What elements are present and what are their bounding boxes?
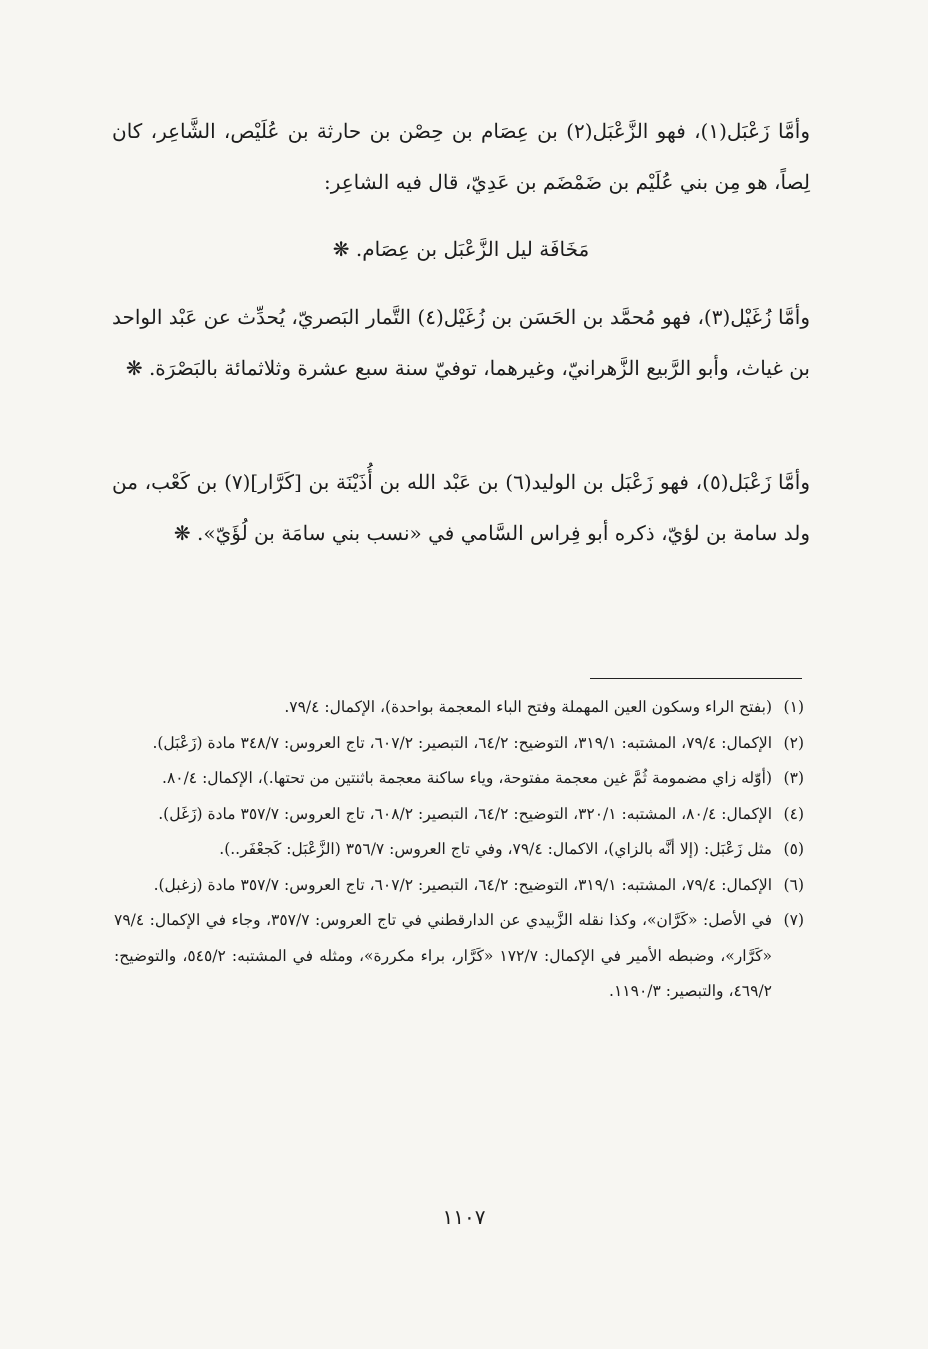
footnote-text: الإكمال: ٧٩/٤، المشتبه: ٣١٩/١، التوضيح: ٦٤/٢، التبصير: ٦٠٧/٢، تاج العروس: ٣٤٨/٧ مادة (زَعْبَل). xyxy=(152,733,772,752)
footnote-7 xyxy=(114,903,804,1010)
footnote-text: (بفتح الراء وسكون العين المهملة وفتح الباء المعجمة بواحدة)، الإكمال: ٧٩/٤. xyxy=(284,698,772,716)
footnote-6 xyxy=(114,868,804,904)
footnote-3 xyxy=(114,761,804,797)
footnote-number: (٥) xyxy=(783,840,804,858)
footnote-number: (٧) xyxy=(783,911,804,929)
footnote-5 xyxy=(114,832,804,868)
page-number: ١١٠٧ xyxy=(442,1205,486,1229)
footnote-1 xyxy=(114,690,804,726)
footnote-text: مثل زَعْبَل: (إلا أنَّه بالزاي)، الاكمال: ٧٩/٤، وفي تاج العروس: ٣٥٦/٧ (الزَّعْبَل: كَجعْفَر..). xyxy=(219,840,772,858)
entry-zabal-ibn-walid: وأمَّا زَعْبَل(٥)، فهو زَعْبَل بن الوليد(٦) بن عَبْد الله بن أُذَيْنَة بن [كَرَّار](٧) بن كَعْب، من ولد سامة بن لؤيّ، ذكره أبو فِراس السَّامي في «نسب بني سامَة بن لُؤَيّ». ❋ xyxy=(112,470,810,545)
footnote-text: (أوّله زاي مضمومة ثُمَّ غين معجمة مفتوحة، وياء ساكنة معجمة باثنتين من تحتها.)، الإكمال: ٨٠/٤. xyxy=(162,769,772,787)
entry-zughayl: وأمَّا زُغَيْل(٣)، فهو مُحمَّد بن الحَسَن بن زُغَيْل(٤) التَّمار البَصريّ، يُحدِّث عن عَبْد الواحد بن غياث، وأبو الرَّبيع الزَّهرانيّ، وغيرهما، توفيّ سنة سبع عشرة وثلاثمائة بالبَصْرَة. ❋ xyxy=(112,305,810,380)
footnote-text: الإكمال: ٨٠/٤، المشتبه: ٣٢٠/١، التوضيح: ٦٤/٢، التبصير: ٦٠٨/٢، تاج العروس: ٣٥٧/٧ مادة (زَغَل). xyxy=(158,804,772,823)
footnote-number: (٤) xyxy=(783,804,804,823)
poem-verse: مَخَافَة ليل الزَّعْبَل بن عِصَام. ❋ xyxy=(332,237,590,261)
footnote-number: (١) xyxy=(783,698,804,716)
entry-zabal: وأمَّا زَعْبَل(١)، فهو الزَّعْبَل(٢) بن عِصَام بن حِصْن بن حارثة بن عُلَيْص، الشَّاعِر، كان لِصاً، هو مِن بني عُلَيْم بن ضَمْضَم بن عَدِيّ، قال فيه الشاعِر: xyxy=(112,119,810,194)
footnote-number: (٢) xyxy=(783,733,804,752)
footnote-number: (٣) xyxy=(783,769,804,787)
footnote-divider xyxy=(590,678,802,679)
footnote-number: (٦) xyxy=(783,875,804,894)
footnote-4 xyxy=(114,797,804,833)
footnotes xyxy=(114,690,804,1010)
footnote-2 xyxy=(114,726,804,762)
footnote-text: في الأصل: «كَرَّان»، وكذا نقله الزَّبيدي عن الدارقطني في تاج العروس: ٣٥٧/٧، وجاء في الإكمال: ٧٩/٤ «كَرَّار»، وضبطه الأمير في الإكمال: ١٧٢/٧ «كَرَّار، براء مكررة»، ومثله في المشتبه: ٥٤٥/٢، والتوضيح: ٤٦٩/٢، والتبصير: ١١٩٠/٣. xyxy=(114,911,772,1000)
footnote-text: الإكمال: ٧٩/٤، المشتبه: ٣١٩/١، التوضيح: ٦٤/٢، التبصير: ٦٠٧/٢، تاج العروس: ٣٥٧/٧ مادة (زغبل). xyxy=(153,875,772,894)
